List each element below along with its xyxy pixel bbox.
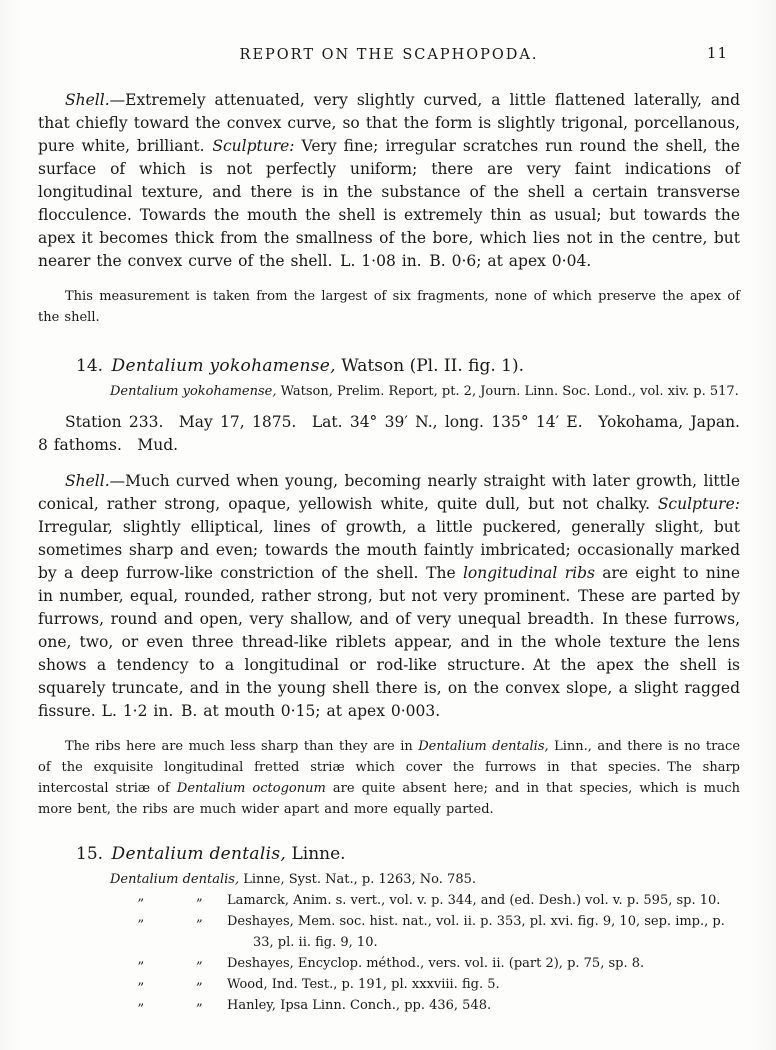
synonymy-reference: Deshayes, Encyclop. méthod., vers. vol. ii. (part 2), p. 75, sp. 8. <box>227 956 645 971</box>
ditto-mark: „ <box>137 994 145 1009</box>
ditto-mark: „ <box>137 910 145 925</box>
synonymy-row <box>38 995 740 1016</box>
page-number: 11 <box>706 44 728 62</box>
note-measurement: This measurement is taken from the largest of six fragments, none of which preserve the apex of the shell. <box>38 289 740 325</box>
species-heading-15: 15. Dentalium dentalis, Linne. <box>76 844 346 864</box>
ditto-mark: „ <box>137 952 145 967</box>
synonymy-reference: Hanley, Ipsa Linn. Conch., pp. 436, 548. <box>227 998 492 1013</box>
ditto-mark: „ <box>137 973 145 988</box>
paragraph-shell-description-1: Shell.—Extremely attenuated, very slightly curved, a little flattened laterally, and that chiefly toward the convex curve, so that the form is slightly trigonal, porcellanous, pure white, brilliant. Sculpture: Very fine; irregular scratches run round the shell, the surface of which is not perfectly uniform; there are very faint indications of longitudinal texture, and there is in the substance of the shell a certain transverse flocculence. Towards the mouth the shell is extremely thin as usual; but towards the apex it becomes thick from the smallness of the bore, which lies not in the centre, but nearer the convex curve of the shell. L. 1·08 in. B. 0·6; at apex 0·04. <box>38 91 740 270</box>
synonymy-row: Dentalium dentalis, Linne, Syst. Nat., p. 1263, No. 785. <box>110 872 476 887</box>
species-14-synonymy: Dentalium yokohamense, Watson, Prelim. Report, pt. 2, Journ. Linn. Soc. Lond., vol. xiv. p. 517. <box>110 384 739 399</box>
ditto-mark: „ <box>196 952 203 967</box>
species-15-synonymy-list <box>38 869 740 1016</box>
ditto-mark: „ <box>196 910 203 925</box>
page-header <box>38 44 740 64</box>
ditto-mark: „ <box>196 973 203 988</box>
ditto-mark: „ <box>137 889 145 904</box>
note-remarks: The ribs here are much less sharp than they are in Dentalium dentalis, Linn., and there is no trace of the exquisite longitudinal fretted striæ which cover the furrows in that species. The sharp intercostal striæ of Dentalium octogonum are quite absent here; and in that species, which is much more bent, the ribs are much wider apart and more equally parted. <box>38 739 741 817</box>
synonymy-row <box>38 911 740 953</box>
running-title: REPORT ON THE SCAPHOPODA. <box>239 47 539 63</box>
paragraph-station: Station 233. May 17, 1875. Lat. 34° 39′ N., long. 135° 14′ E. Yokohama, Japan. 8 fathoms. Mud. <box>38 413 740 454</box>
synonymy-reference: Wood, Ind. Test., p. 191, pl. xxxviii. fig. 5. <box>227 977 500 992</box>
ditto-mark: „ <box>196 994 203 1009</box>
paragraph-shell-description-2: Shell.—Much curved when young, becoming nearly straight with later growth, little conical, rather strong, opaque, yellowish white, quite dull, but not chalky. Sculpture: Irregular, slightly elliptical, lines of growth, a little puckered, generally slight, but sometimes sharp and even; towards the mouth faintly imbricated; occasionally marked by a deep furrow-like constriction of the shell. The longitudinal ribs are eight to nine in number, equal, rounded, rather strong, but not very prominent. These are parted by furrows, round and open, very shallow, and of very unequal breadth. In these furrows, one, two, or even three thread-like riblets appear, and in the whole texture the lens shows a tendency to a longitudinal or rod-like structure. At the apex the shell is squarely truncate, and in the young shell there is, on the convex slope, a slight ragged fissure. L. 1·2 in. B. at mouth 0·15; at apex 0·003. <box>38 472 741 720</box>
species-heading-14: 14. Dentalium yokohamense, Watson (Pl. II. fig. 1). <box>76 356 525 376</box>
synonymy-reference: Lamarck, Anim. s. vert., vol. v. p. 344, and (ed. Desh.) vol. v. p. 595, sp. 10. <box>227 893 721 908</box>
synonymy-reference: Deshayes, Mem. soc. hist. nat., vol. ii. p. 353, pl. xvi. fig. 9, 10, sep. imp., p. 33, pl. ii. fig. 9, 10. <box>227 914 725 950</box>
ditto-mark: „ <box>196 889 203 904</box>
